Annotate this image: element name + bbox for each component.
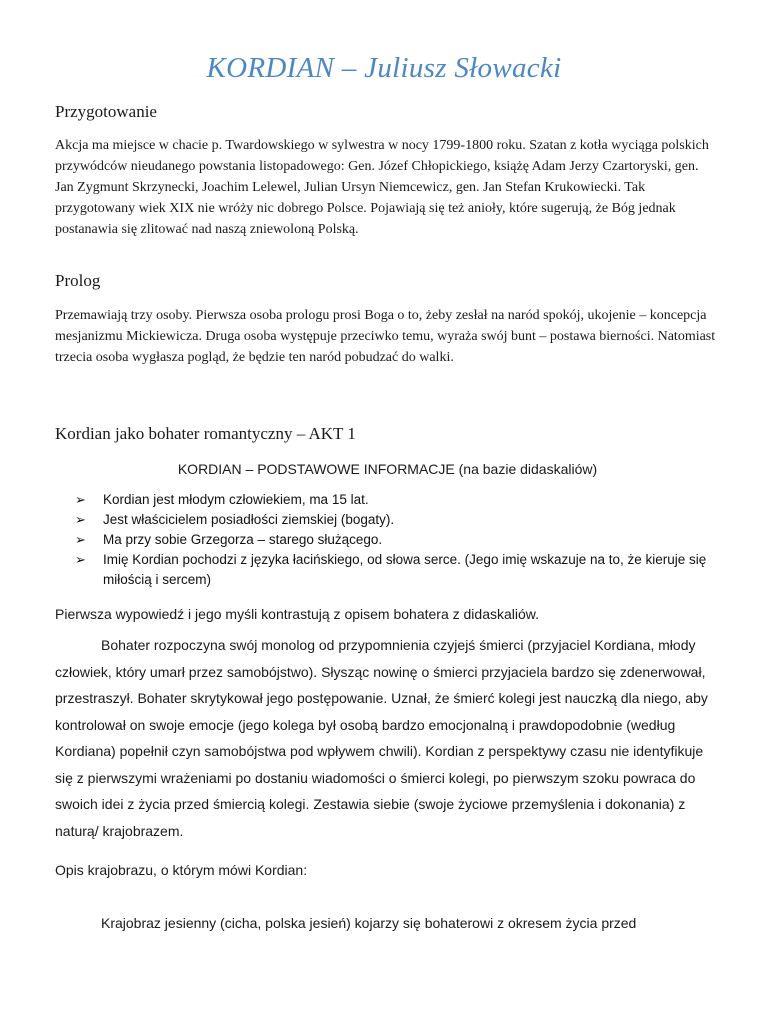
list-item: ➢ Kordian jest młodym człowiekiem, ma 15 lat. [75,490,715,510]
paragraph-monolog: Bohater rozpoczyna swój monolog od przypomnienia czyjejś śmierci (przyjaciel Kordiana, młody człowiek, który umarł przez samobójstwo). Słysząc nowinę o śmierci przyjaciela bardzo się zdenerwował, przestraszył. Bohater skrytykował jego postępowanie. Uznał, że śmierć kolegi jest nauczką dla niego, aby kontrolował on swoje emocje (jego kolega był osobą bardzo emocjonalną i prawdopodobnie (według Kordiana) popełnił czyn samobójstwa pod wpływem chwili). Kordian z perspektywy czasu nie identyfikuje się z pierwszymi wrażeniami po dostaniu wiadomości o śmierci kolegi, po pierwszym szoku powraca do swoich idei z życia przed śmiercią kolegi. Zestawia siebie (swoje życiowe przemyślenia i dokonania) z naturą/ krajobrazem. [55,637,708,839]
arrow-bullet-icon: ➢ [75,492,86,507]
paragraph-prolog: Przemawiają trzy osoby. Pierwsza osoba prologu prosi Boga o to, żeby zesłał na naród spokój, ukojenie – koncepcja mesjanizmu Mickiewicza. Druga osoba występuje przeciwko temu, wyraża swój bunt – postawa bierności. Natomiast trzecia osoba wygłasza pogląd, że będzie ten naród pobudzać do walki. [55,308,716,365]
heading-przygotowanie: Przygotowanie [55,102,157,121]
subheading-podstawowe-informacje: KORDIAN – PODSTAWOWE INFORMACJE (na bazie didaskaliów) [177,461,598,477]
arrow-bullet-icon: ➢ [75,552,86,567]
paragraph-opis-krajobrazu: Opis krajobrazu, o którym mówi Kordian: [55,862,308,878]
paragraph-krajobraz-jesienny: Krajobraz jesienny (cicha, polska jesień) kojarzy się bohaterowi z okresem życia przed [101,915,637,931]
document-title: KORDIAN – Juliusz Słowacki [206,52,562,84]
arrow-bullet-icon: ➢ [75,512,86,527]
list-item: ➢ Ma przy sobie Grzegorza – starego służącego. [75,530,715,550]
heading-akt1: Kordian jako bohater romantyczny – AKT 1 [55,424,356,443]
heading-prolog: Prolog [55,271,101,290]
list-item: ➢ Imię Kordian pochodzi z języka łacińskiego, od słowa serce. (Jego imię wskazuje na to, że kieruje się miłością i sercem) [75,552,707,587]
paragraph-pierwsza-wypowiedz: Pierwsza wypowiedź i jego myśli kontrastują z opisem bohatera z didaskaliów. [55,606,539,622]
info-bullet-list [75,490,715,590]
arrow-bullet-icon: ➢ [75,532,86,547]
list-item: ➢ Jest właścicielem posiadłości ziemskiej (bogaty). [75,510,715,530]
paragraph-przygotowanie: Akcja ma miejsce w chacie p. Twardowskiego w sylwestra w nocy 1799-1800 roku. Szatan z kotła wyciąga polskich przywódców nieudanego powstania listopadowego: Gen. Józef Chłopickiego, książę Adam Jerzy Czartoryski, gen. Jan Zygmunt Skrzynecki, Joachim Lelewel, Julian Ursyn Niemcewicz, gen. Jan Stefan Krukowiecki. Tak przygotowany wiek XIX nie wróży nic dobrego Polsce. Pojawiają się też anioły, które sugerują, że Bóg jednak postanawia się zlitować nad naszą zniewoloną Polską. [55,138,709,237]
